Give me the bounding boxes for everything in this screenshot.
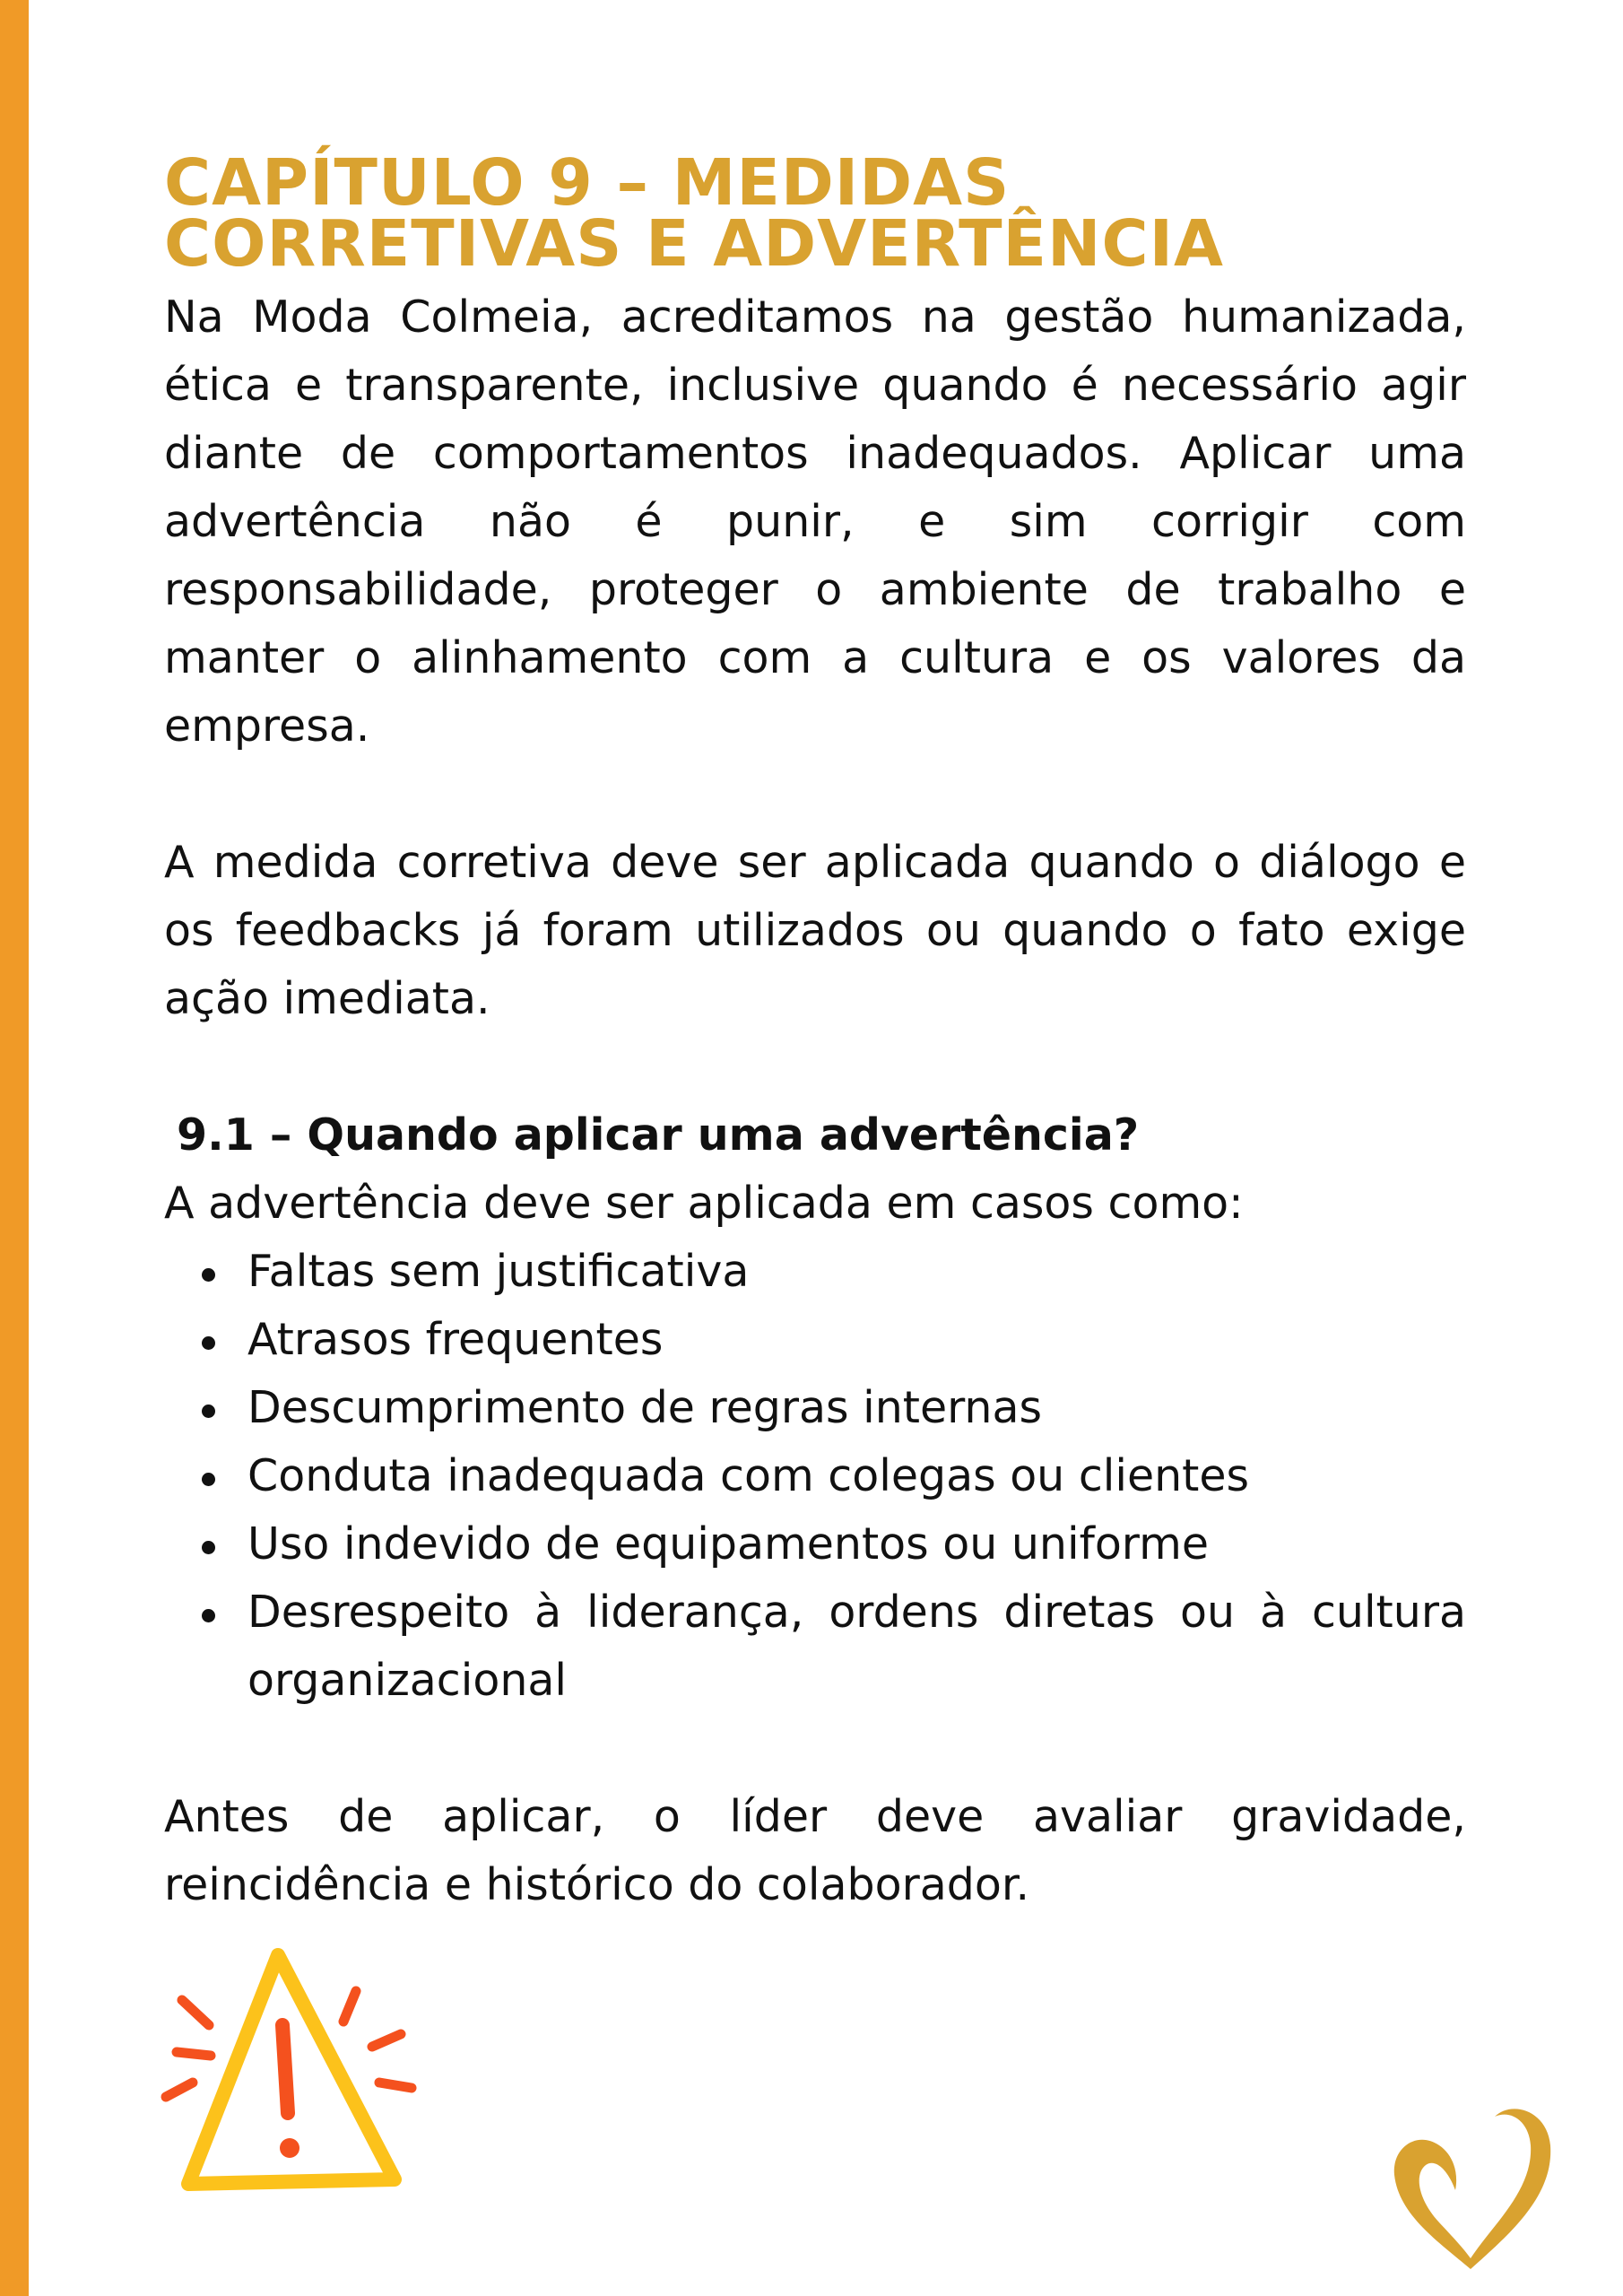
list-item: Desrespeito à liderança, ordens diretas ou à cultura organizacional: [164, 1578, 1466, 1715]
closing-paragraph: Antes de aplicar, o líder deve avaliar gravidade, reincidência e histórico do colaborador.: [164, 1791, 1466, 1910]
list-item: Atrasos frequentes: [164, 1306, 1466, 1374]
chapter-title-line-2: CORRETIVAS E ADVERTÊNCIA: [164, 206, 1224, 281]
heart-logo-icon: [1376, 2090, 1556, 2278]
list-item: Faltas sem justificativa: [164, 1238, 1466, 1306]
list-item: Descumprimento de regras internas: [164, 1374, 1466, 1442]
intro-paragraph: Na Moda Colmeia, acreditamos na gestão humanizada, ética e transparente, inclusive quando é necessário agir diante de comportamentos inadequados. Aplicar uma advertência não é punir, e sim corrigir com responsabilidade, proteger o ambiente de trabalho e manter o alinhamento com a cultura e os valores da empresa.: [164, 291, 1466, 752]
page-content: [164, 145, 1466, 1919]
section-intro: A advertência deve ser aplicada em casos como:: [164, 1178, 1244, 1229]
cases-list: [164, 1238, 1466, 1715]
section-heading: 9.1 – Quando aplicar uma advertência?: [177, 1109, 1140, 1161]
chapter-title-line-1: CAPÍTULO 9 – MEDIDAS: [164, 145, 1011, 220]
side-accent-bar: [0, 0, 29, 2296]
corrective-measure-paragraph: A medida corretiva deve ser aplicada quando o diálogo e os feedbacks já foram utilizados ou quando o fato exige ação imediata.: [164, 837, 1466, 1024]
warning-triangle-icon: [157, 1937, 426, 2206]
list-item: Uso indevido de equipamentos ou uniforme: [164, 1510, 1466, 1578]
chapter-title: [164, 145, 1466, 281]
list-item: Conduta inadequada com colegas ou clientes: [164, 1442, 1466, 1510]
